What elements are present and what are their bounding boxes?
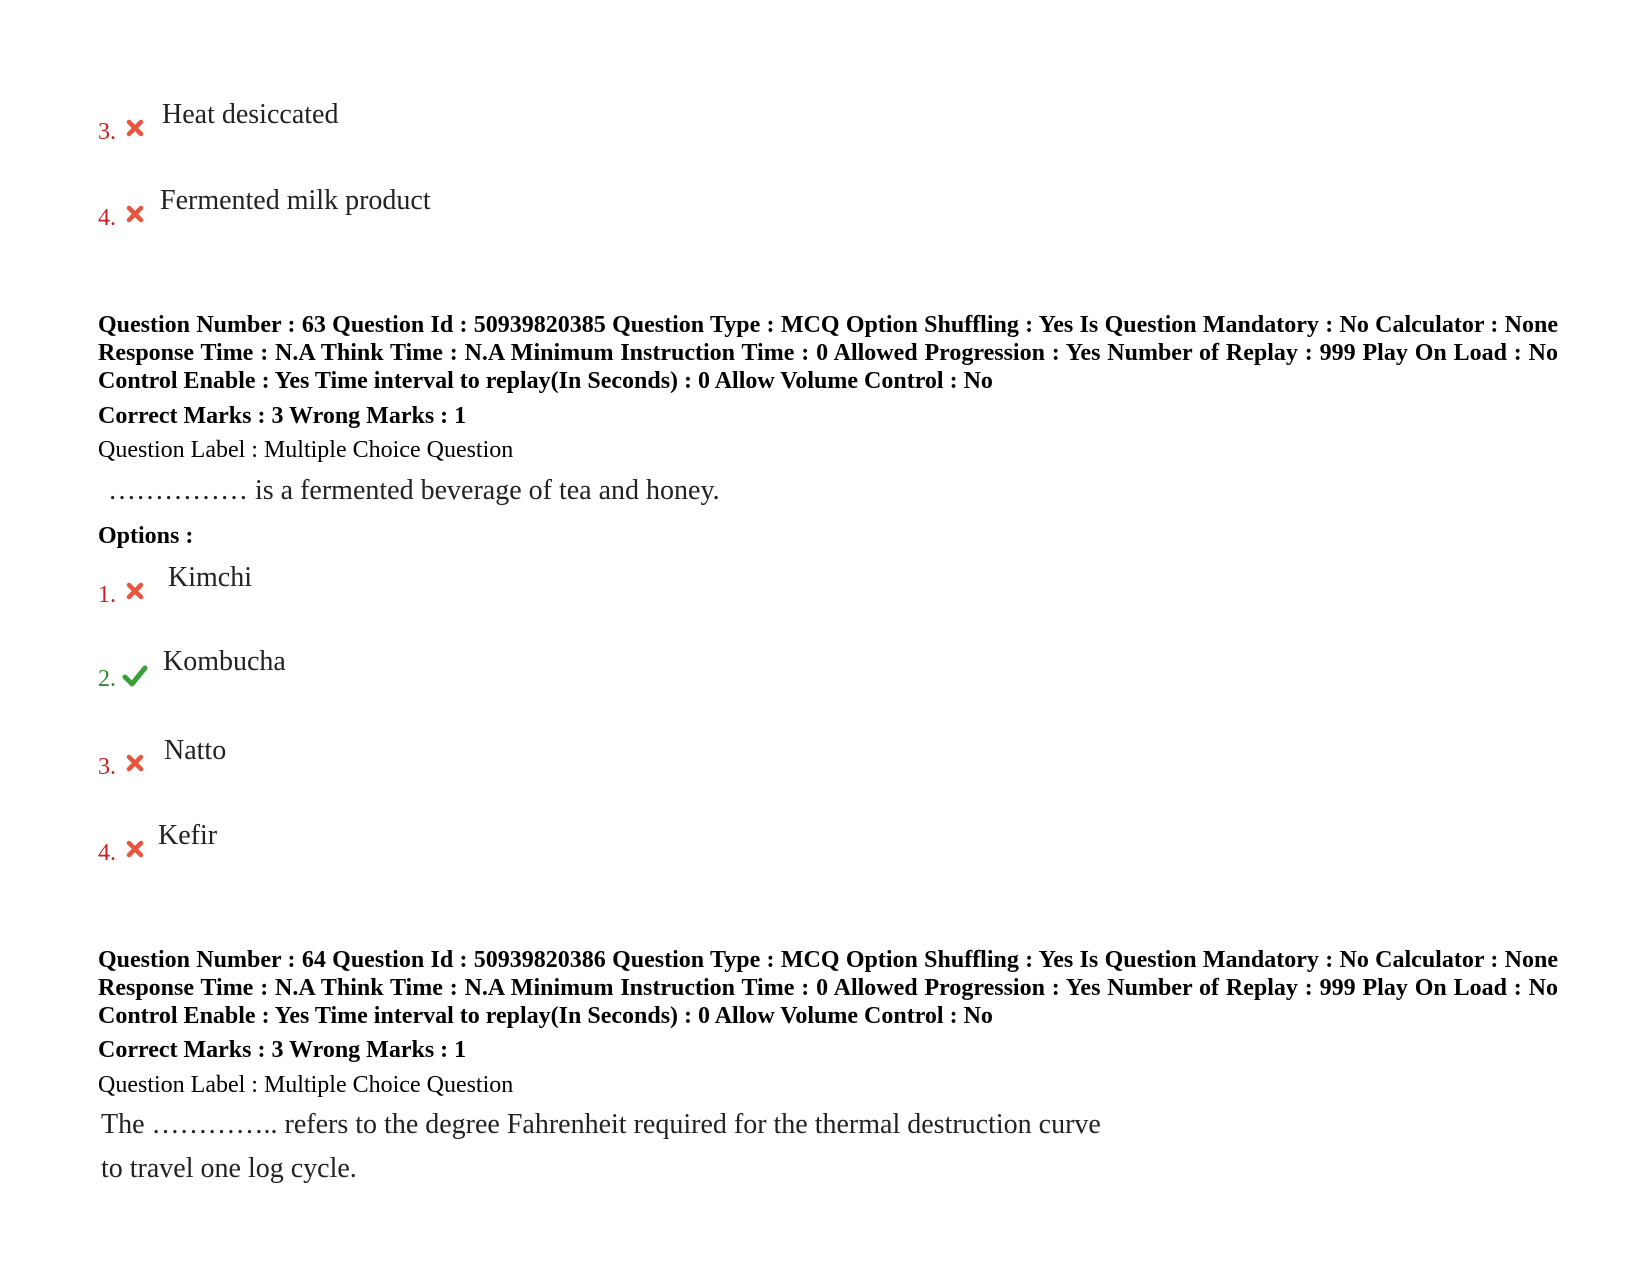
cross-icon [124,203,146,225]
option-number: 4. [98,840,116,866]
options-label: Options : [98,523,194,549]
option-text: Fermented milk product [160,185,431,216]
option-text: Heat desiccated [162,99,339,130]
question-marks: Correct Marks : 3 Wrong Marks : 1 [98,1037,467,1063]
option-number: 2. [98,666,116,692]
question-text-line-1: The ………….. refers to the degree Fahrenheit required for the thermal destruction curve [101,1109,1101,1140]
question-meta: Question Number : 63 Question Id : 50939820385 Question Type : MCQ Option Shuffling : Yes Is Question Mandatory : No Calculator : None Response Time : N.A Think Time : N.A Minimum Instruction Time : 0 Allowed Progression : Yes Number of Replay : 999 Play On Load : No Control Enable : Yes Time interval to replay(In Seconds) : 0 Allow Volume Control : No [98,312,1558,394]
option-text: Kefir [158,820,218,851]
question-text: …………… is a fermented beverage of tea and honey. [108,475,720,506]
option-number: 3. [98,119,116,145]
question-meta: Question Number : 64 Question Id : 50939820386 Question Type : MCQ Option Shuffling : Yes Is Question Mandatory : No Calculator : None Response Time : N.A Think Time : N.A Minimum Instruction Time : 0 Allowed Progression : Yes Number of Replay : 999 Play On Load : No Control Enable : Yes Time interval to replay(In Seconds) : 0 Allow Volume Control : No [98,947,1558,1029]
question-label: Question Label : Multiple Choice Question [98,1072,514,1098]
option-text: Kombucha [163,646,286,677]
cross-icon [124,838,146,860]
option-number: 4. [98,205,116,231]
cross-icon [124,580,146,602]
cross-icon [124,752,146,774]
option-number: 1. [98,582,116,608]
option-text: Natto [164,735,227,766]
question-text-line-2: to travel one log cycle. [101,1153,357,1184]
check-icon [122,664,148,688]
option-text: Kimchi [168,562,252,593]
cross-icon [124,117,146,139]
question-marks: Correct Marks : 3 Wrong Marks : 1 [98,403,467,429]
option-number: 3. [98,754,116,780]
question-label: Question Label : Multiple Choice Question [98,437,514,463]
